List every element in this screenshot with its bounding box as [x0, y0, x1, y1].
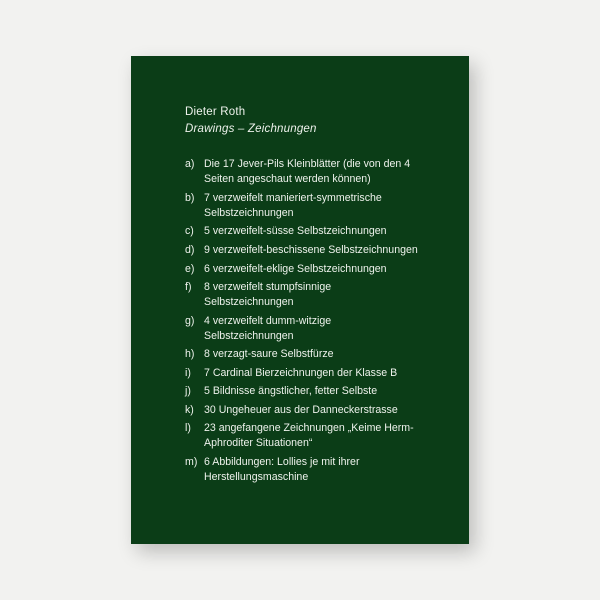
- list-item-marker: f): [185, 281, 192, 294]
- list-item-marker: b): [185, 191, 195, 204]
- list-item: [185, 384, 441, 399]
- contents-list: [185, 157, 441, 485]
- list-item: [185, 224, 441, 239]
- list-item-text: 23 angefangene Zeichnungen „Keime Herm-Aphroditer Situationen“: [204, 422, 414, 450]
- list-item-marker: j): [185, 385, 191, 398]
- book-cover: [131, 56, 469, 544]
- list-item: [185, 347, 441, 362]
- list-item: [185, 366, 441, 381]
- list-item-marker: h): [185, 348, 195, 361]
- cover-subtitle: Drawings – Zeichnungen: [185, 122, 317, 135]
- list-item: [185, 314, 441, 344]
- list-item: [185, 280, 441, 310]
- list-item-text: 6 verzweifelt-eklige Selbstzeichnungen: [204, 262, 387, 275]
- list-item: [185, 191, 441, 221]
- list-item-text: Die 17 Jever-Pils Kleinblätter (die von den 4 Seiten angeschaut werden können): [204, 158, 411, 186]
- cover-text-block: [185, 104, 441, 488]
- list-item-text: 5 Bildnisse ängstlicher, fetter Selbste: [204, 385, 378, 398]
- list-item-text: 7 verzweifelt manieriert-symmetrische Selbstzeichnungen: [204, 191, 382, 219]
- list-item-text: 8 verzweifelt stumpfsinnige Selbstzeichnungen: [204, 281, 332, 309]
- list-item-marker: c): [185, 225, 194, 238]
- list-item-text: 30 Ungeheuer aus der Danneckerstrasse: [204, 403, 398, 416]
- list-item-text: 9 verzweifelt-beschissene Selbstzeichnungen: [204, 244, 418, 256]
- author-name: Dieter Roth: [185, 106, 246, 118]
- list-item-text: 6 Abbildungen: Lollies je mit ihrer Herstellungsmaschine: [204, 455, 360, 483]
- list-item: [185, 421, 441, 451]
- list-item-text: 5 verzweifelt-süsse Selbstzeichnungen: [204, 225, 387, 238]
- list-item: [185, 403, 441, 418]
- list-item-marker: d): [185, 244, 195, 256]
- list-item: [185, 157, 441, 187]
- list-item-text: 8 verzagt-saure Selbstfürze: [204, 348, 334, 361]
- list-item-marker: i): [185, 366, 191, 379]
- list-item-marker: g): [185, 314, 195, 327]
- list-item-marker: e): [185, 262, 195, 275]
- list-item: [185, 262, 441, 277]
- list-item: [185, 243, 441, 258]
- list-item-text: 4 verzweifelt dumm-witzige Selbstzeichnungen: [204, 314, 332, 342]
- list-item-marker: l): [185, 422, 191, 435]
- list-item: [185, 455, 441, 485]
- list-item-text: 7 Cardinal Bierzeichnungen der Klasse B: [204, 366, 398, 379]
- list-item-marker: m): [185, 455, 198, 468]
- list-item-marker: a): [185, 158, 195, 171]
- list-item-marker: k): [185, 403, 194, 416]
